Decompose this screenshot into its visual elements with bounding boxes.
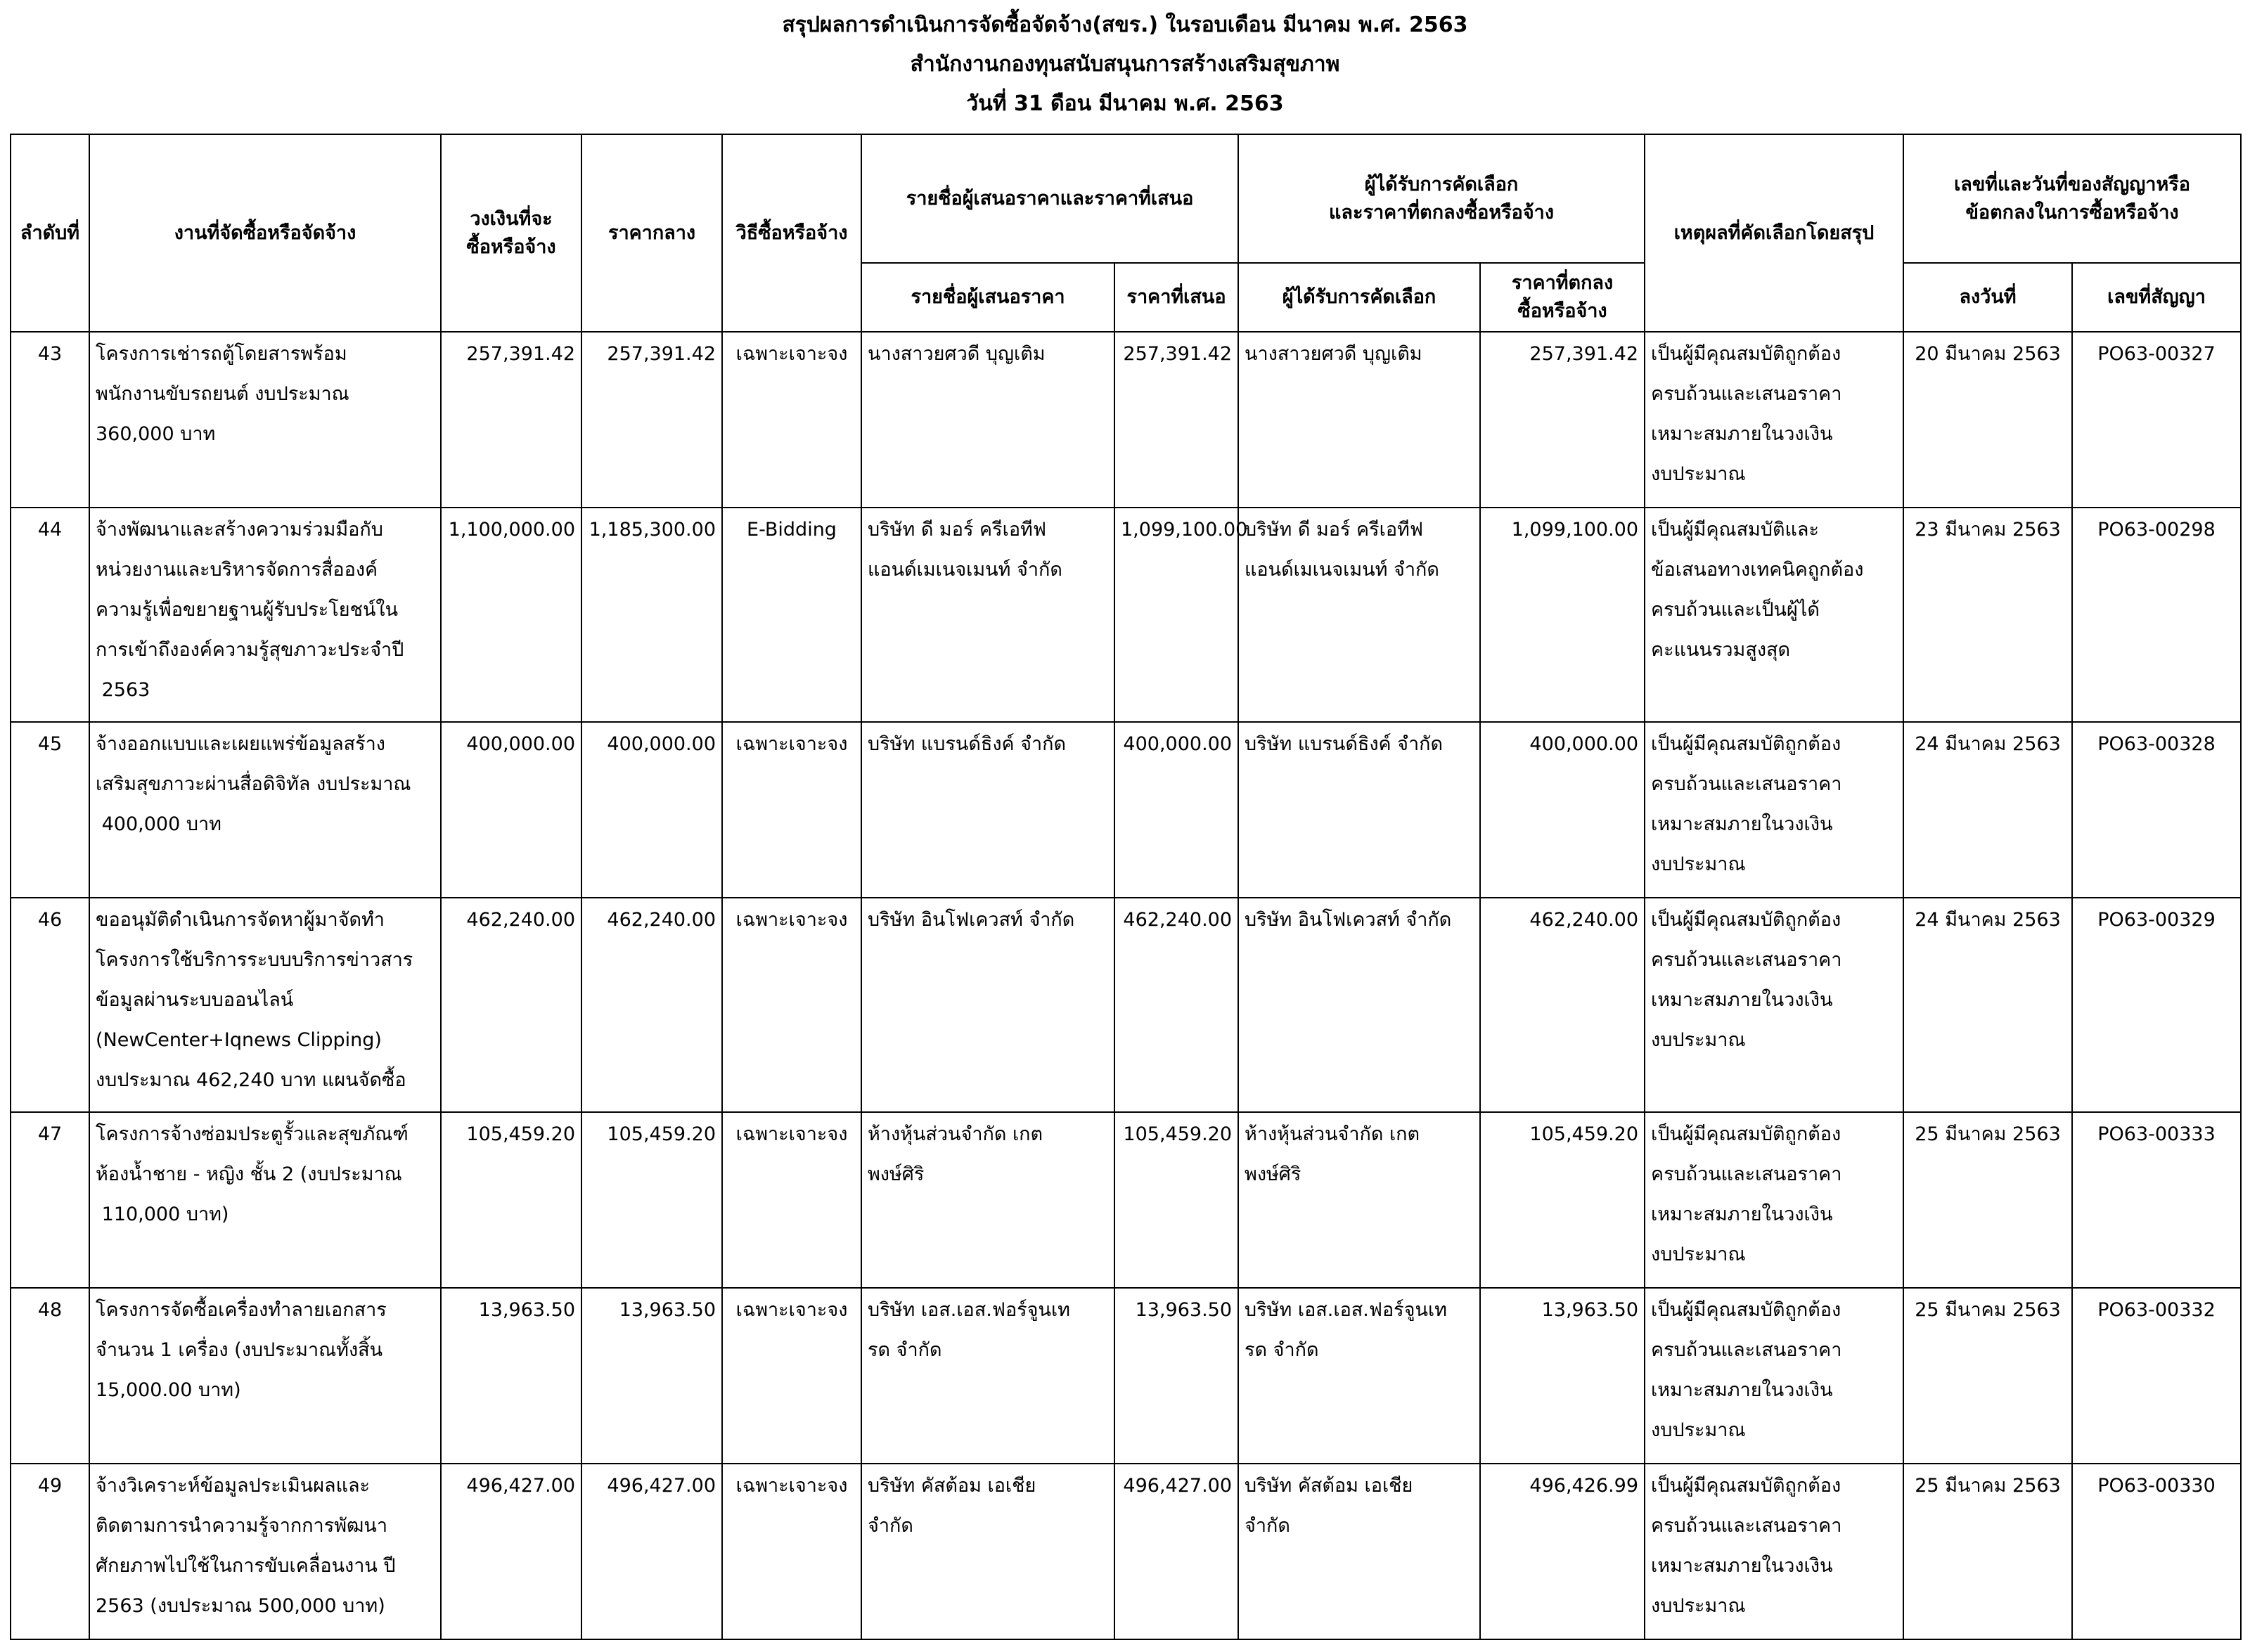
cell-median-price: 462,240.00: [581, 898, 722, 1112]
cell-agreed-price: 496,426.99: [1480, 1464, 1645, 1639]
header-bidders-group: รายชื่อผู้เสนอราคาและราคาที่เสนอ: [861, 134, 1238, 263]
table-row: [11, 722, 2241, 898]
table-header: [11, 134, 2241, 332]
cell-median-price: 13,963.50: [581, 1288, 722, 1464]
cell-budget: 496,427.00: [441, 1464, 581, 1639]
cell-bid-price: 496,427.00: [1114, 1464, 1238, 1639]
report-title: สรุปผลการดำเนินการจัดซื้อจัดจ้าง(สขร.) ในรอบเดือน มีนาคม พ.ศ. 2563: [782, 13, 1468, 37]
cell-method: เฉพาะเจาะจง: [722, 1112, 861, 1288]
cell-selected: ห้างหุ้นส่วนจำกัด เกต พงษ์ศิริ: [1238, 1112, 1480, 1288]
report-header: [0, 6, 2250, 124]
cell-bidder: บริษัท ดี มอร์ ครีเอทีฟ แอนด์เมเนจเมนท์ จำกัด: [861, 508, 1114, 722]
cell-agreed-price: 1,099,100.00: [1480, 508, 1645, 722]
cell-work: จ้างพัฒนาและสร้างความร่วมมือกับ หน่วยงานและบริหารจัดการสื่อองค์ ความรู้เพื่อขยายฐานผู้รับประโยชน์ใน การเข้าถึงองค์ความรู้สุขภาวะประจำปี 2563: [89, 508, 441, 722]
cell-budget: 400,000.00: [441, 722, 581, 898]
cell-work: จ้างวิเคราะห์ข้อมูลประเมินผลและ ติดตามการนำความรู้จากการพัฒนา ศักยภาพไปใช้ในการขับเคลื่อนงาน ปี 2563 (งบประมาณ 500,000 บาท): [89, 1464, 441, 1639]
cell-budget: 462,240.00: [441, 898, 581, 1112]
cell-selected: บริษัท อินโฟเควสท์ จำกัด: [1238, 898, 1480, 1112]
cell-no: 48: [11, 1288, 89, 1464]
cell-date: 25 มีนาคม 2563: [1903, 1464, 2072, 1639]
cell-date: 25 มีนาคม 2563: [1903, 1288, 2072, 1464]
cell-selected: นางสาวยศวดี บุญเติม: [1238, 332, 1480, 508]
cell-no: 44: [11, 508, 89, 722]
cell-date: 25 มีนาคม 2563: [1903, 1112, 2072, 1288]
cell-date: 24 มีนาคม 2563: [1903, 898, 2072, 1112]
table-row: [11, 898, 2241, 1112]
cell-contract-no: PO63-00327: [2072, 332, 2241, 508]
cell-reason: เป็นผู้มีคุณสมบัติถูกต้อง ครบถ้วนและเสนอราคา เหมาะสมภายในวงเงิน งบประมาณ: [1645, 898, 1903, 1112]
cell-median-price: 496,427.00: [581, 1464, 722, 1639]
cell-reason: เป็นผู้มีคุณสมบัติถูกต้อง ครบถ้วนและเสนอราคา เหมาะสมภายในวงเงิน งบประมาณ: [1645, 722, 1903, 898]
header-work: งานที่จัดซื้อหรือจัดจ้าง: [89, 134, 441, 332]
cell-contract-no: PO63-00330: [2072, 1464, 2241, 1639]
table-body: [11, 332, 2241, 1639]
cell-bid-price: 400,000.00: [1114, 722, 1238, 898]
cell-work: โครงการจ้างซ่อมประตูรั้วและสุขภัณฑ์ ห้องน้ำชาย - หญิง ชั้น 2 (งบประมาณ 110,000 บาท): [89, 1112, 441, 1288]
cell-bidder: ห้างหุ้นส่วนจำกัด เกต พงษ์ศิริ: [861, 1112, 1114, 1288]
header-contract-no: เลขที่สัญญา: [2072, 263, 2241, 332]
cell-bidder: บริษัท อินโฟเควสท์ จำกัด: [861, 898, 1114, 1112]
cell-agreed-price: 105,459.20: [1480, 1112, 1645, 1288]
cell-work: โครงการจัดซื้อเครื่องทำลายเอกสาร จำนวน 1 เครื่อง (งบประมาณทั้งสิ้น 15,000.00 บาท): [89, 1288, 441, 1464]
cell-agreed-price: 257,391.42: [1480, 332, 1645, 508]
cell-no: 47: [11, 1112, 89, 1288]
cell-no: 46: [11, 898, 89, 1112]
cell-method: เฉพาะเจาะจง: [722, 722, 861, 898]
cell-median-price: 105,459.20: [581, 1112, 722, 1288]
cell-contract-no: PO63-00333: [2072, 1112, 2241, 1288]
header-no: ลำดับที่: [11, 134, 89, 332]
table-row: [11, 1464, 2241, 1639]
cell-selected: บริษัท แบรนด์ธิงค์ จำกัด: [1238, 722, 1480, 898]
cell-work: ขออนุมัติดำเนินการจัดหาผู้มาจัดทำ โครงการใช้บริการระบบบริการข่าวสาร ข้อมูลผ่านระบบออนไลน์ (NewCenter+Iqnews Clipping) งบประมาณ 462,240 บาท แผนจัดซื้อ: [89, 898, 441, 1112]
cell-bid-price: 462,240.00: [1114, 898, 1238, 1112]
cell-method: เฉพาะเจาะจง: [722, 1288, 861, 1464]
cell-contract-no: PO63-00298: [2072, 508, 2241, 722]
header-median-price: ราคากลาง: [581, 134, 722, 332]
cell-reason: เป็นผู้มีคุณสมบัติและ ข้อเสนอทางเทคนิคถูกต้อง ครบถ้วนและเป็นผู้ได้ คะแนนรวมสูงสุด: [1645, 508, 1903, 722]
header-agreed-price: ราคาที่ตกลง ซื้อหรือจ้าง: [1480, 263, 1645, 332]
cell-agreed-price: 13,963.50: [1480, 1288, 1645, 1464]
header-budget: วงเงินที่จะ ซื้อหรือจ้าง: [441, 134, 581, 332]
table-row: [11, 332, 2241, 508]
cell-reason: เป็นผู้มีคุณสมบัติถูกต้อง ครบถ้วนและเสนอราคา เหมาะสมภายในวงเงิน งบประมาณ: [1645, 1288, 1903, 1464]
header-bid-price: ราคาที่เสนอ: [1114, 263, 1238, 332]
cell-agreed-price: 462,240.00: [1480, 898, 1645, 1112]
cell-budget: 1,100,000.00: [441, 508, 581, 722]
cell-method: เฉพาะเจาะจง: [722, 898, 861, 1112]
header-bidder-name: รายชื่อผู้เสนอราคา: [861, 263, 1114, 332]
header-contract-group: เลขที่และวันที่ของสัญญาหรือ ข้อตกลงในการซื้อหรือจ้าง: [1903, 134, 2241, 263]
cell-bidder: บริษัท เอส.เอส.ฟอร์จูนเท รด จำกัด: [861, 1288, 1114, 1464]
report-date: วันที่ 31 ดือน มีนาคม พ.ศ. 2563: [966, 91, 1284, 116]
cell-bidder: บริษัท แบรนด์ธิงค์ จำกัด: [861, 722, 1114, 898]
cell-budget: 13,963.50: [441, 1288, 581, 1464]
table-row: [11, 1112, 2241, 1288]
cell-reason: เป็นผู้มีคุณสมบัติถูกต้อง ครบถ้วนและเสนอราคา เหมาะสมภายในวงเงิน งบประมาณ: [1645, 1112, 1903, 1288]
cell-no: 49: [11, 1464, 89, 1639]
cell-bid-price: 13,963.50: [1114, 1288, 1238, 1464]
cell-bid-price: 257,391.42: [1114, 332, 1238, 508]
header-method: วิธีซื้อหรือจ้าง: [722, 134, 861, 332]
cell-work: จ้างออกแบบและเผยแพร่ข้อมูลสร้าง เสริมสุขภาวะผ่านสื่อดิจิทัล งบประมาณ 400,000 บาท: [89, 722, 441, 898]
cell-method: เฉพาะเจาะจง: [722, 1464, 861, 1639]
cell-reason: เป็นผู้มีคุณสมบัติถูกต้อง ครบถ้วนและเสนอราคา เหมาะสมภายในวงเงิน งบประมาณ: [1645, 1464, 1903, 1639]
cell-bid-price: 1,099,100.00: [1114, 508, 1238, 722]
cell-bid-price: 105,459.20: [1114, 1112, 1238, 1288]
cell-method: E-Bidding: [722, 508, 861, 722]
cell-no: 45: [11, 722, 89, 898]
cell-date: 23 มีนาคม 2563: [1903, 508, 2072, 722]
cell-median-price: 1,185,300.00: [581, 508, 722, 722]
header-selected-group: ผู้ได้รับการคัดเลือก และราคาที่ตกลงซื้อหรือจ้าง: [1238, 134, 1645, 263]
cell-selected: บริษัท ดี มอร์ ครีเอทีฟ แอนด์เมเนจเมนท์ จำกัด: [1238, 508, 1480, 722]
cell-bidder: นางสาวยศวดี บุญเติม: [861, 332, 1114, 508]
table-row: [11, 508, 2241, 722]
cell-selected: บริษัท คัสต้อม เอเชีย จำกัด: [1238, 1464, 1480, 1639]
cell-contract-no: PO63-00332: [2072, 1288, 2241, 1464]
cell-no: 43: [11, 332, 89, 508]
cell-date: 20 มีนาคม 2563: [1903, 332, 2072, 508]
procurement-table: [10, 134, 2242, 1640]
cell-contract-no: PO63-00329: [2072, 898, 2241, 1112]
header-date: ลงวันที่: [1903, 263, 2072, 332]
cell-reason: เป็นผู้มีคุณสมบัติถูกต้อง ครบถ้วนและเสนอราคา เหมาะสมภายในวงเงิน งบประมาณ: [1645, 332, 1903, 508]
cell-bidder: บริษัท คัสต้อม เอเชีย จำกัด: [861, 1464, 1114, 1639]
cell-selected: บริษัท เอส.เอส.ฟอร์จูนเท รด จำกัด: [1238, 1288, 1480, 1464]
cell-agreed-price: 400,000.00: [1480, 722, 1645, 898]
cell-budget: 257,391.42: [441, 332, 581, 508]
header-reason: เหตุผลที่คัดเลือกโดยสรุป: [1645, 134, 1903, 332]
cell-work: โครงการเช่ารถตู้โดยสารพร้อม พนักงานขับรถยนต์ งบประมาณ 360,000 บาท: [89, 332, 441, 508]
cell-median-price: 257,391.42: [581, 332, 722, 508]
cell-method: เฉพาะเจาะจง: [722, 332, 861, 508]
header-selected-name: ผู้ได้รับการคัดเลือก: [1238, 263, 1480, 332]
cell-contract-no: PO63-00328: [2072, 722, 2241, 898]
cell-date: 24 มีนาคม 2563: [1903, 722, 2072, 898]
organization-name: สำนักงานกองทุนสนับสนุนการสร้างเสริมสุขภาพ: [910, 52, 1340, 77]
cell-median-price: 400,000.00: [581, 722, 722, 898]
table-row: [11, 1288, 2241, 1464]
cell-budget: 105,459.20: [441, 1112, 581, 1288]
